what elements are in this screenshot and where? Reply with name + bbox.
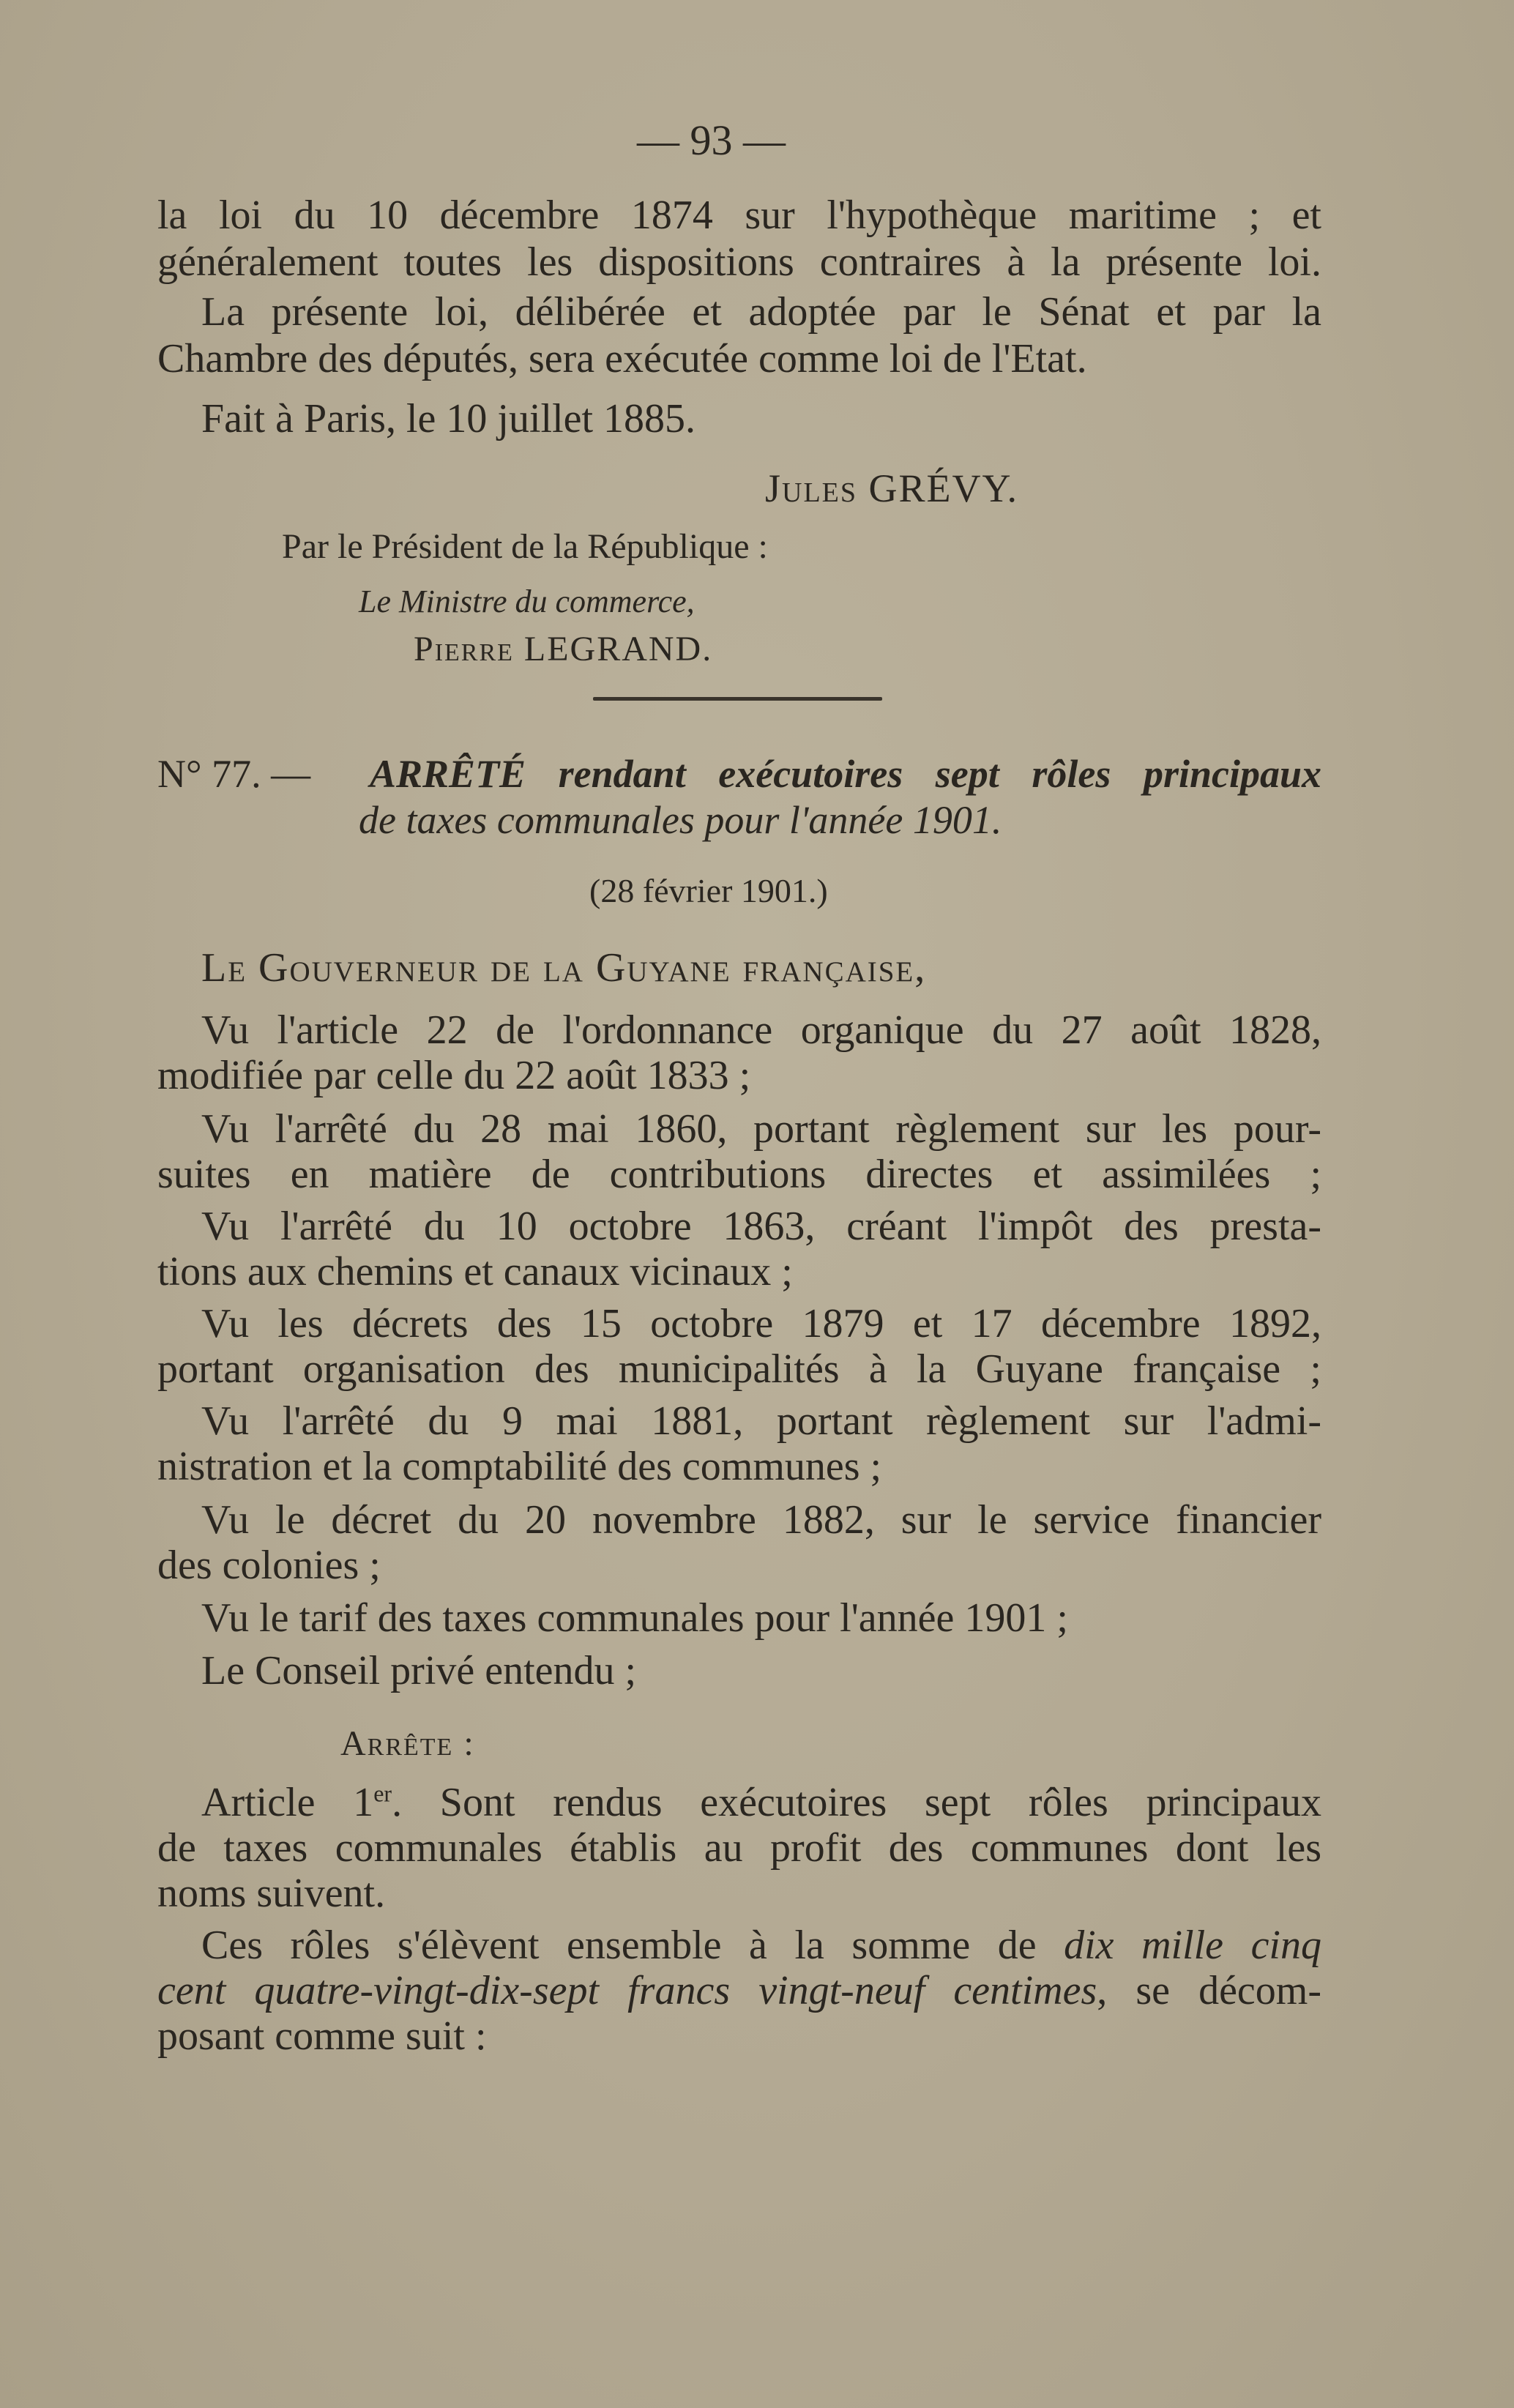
signatory-name: Jules GRÉVY. <box>765 466 1019 510</box>
minister-title: Le Ministre du commerce, <box>359 584 695 619</box>
sum-line: posant comme suit : <box>157 2013 487 2059</box>
decree-date: (28 février 1901.) <box>589 872 828 909</box>
sum-amount: cent quatre-vingt-dix-sept francs vingt-neuf centimes <box>157 1968 1097 2013</box>
text-line: la loi du 10 décembre 1874 sur l'hypothèque maritime ; et <box>157 193 1321 238</box>
visa-line: Vu le tarif des taxes communales pour l'année 1901 ; <box>201 1595 1068 1641</box>
countersign-label: Par le Président de la République : <box>282 527 768 566</box>
text-line: La présente loi, délibérée et adoptée par le Sénat et par la <box>201 289 1321 335</box>
article-superscript: er <box>373 1780 392 1807</box>
visa-line: portant organisation des municipalités à la Guyane française ; <box>157 1346 1321 1392</box>
visa-line: des colonies ; <box>157 1543 381 1588</box>
visa-line: modifiée par celle du 22 août 1833 ; <box>157 1053 751 1098</box>
visa-line: Vu l'article 22 de l'ordonnance organique du 27 août 1828, <box>201 1007 1321 1053</box>
decree-title: ARRÊTÉ rendant exécutoires sept rôles principaux <box>370 752 1321 796</box>
governor-line: Le Gouverneur de la Guyane française, <box>201 945 927 991</box>
decree-number: N° 77. — <box>157 752 311 796</box>
decree-title-continued: de taxes communales pour l'année 1901. <box>359 798 1002 842</box>
page-number: — 93 — <box>637 116 786 164</box>
article-line <box>201 1779 1321 1826</box>
visa-line: Vu les décrets des 15 octobre 1879 et 17 décembre 1892, <box>201 1301 1321 1346</box>
visa-line: Vu l'arrêté du 9 mai 1881, portant règlement sur l'admi- <box>201 1398 1321 1444</box>
date-place: Fait à Paris, le 10 juillet 1885. <box>201 396 696 441</box>
article-text: . Sont rendus exécutoires sept rôles principaux <box>392 1780 1321 1825</box>
visa-line: Vu l'arrêté du 28 mai 1860, portant règlement sur les pour- <box>201 1106 1321 1152</box>
sum-amount: dix mille cinq <box>1064 1923 1321 1968</box>
visa-line: suites en matière de contributions directes et assimilées ; <box>157 1152 1321 1197</box>
article-line: de taxes communales établis au profit des communes dont les <box>157 1825 1321 1871</box>
sum-line <box>157 1967 1321 2014</box>
arrete-heading: Arrête : <box>340 1724 475 1763</box>
sum-text: Ces rôles s'élèvent ensemble à la somme de <box>201 1923 1064 1968</box>
separator-rule <box>593 697 882 701</box>
minister-name: Pierre LEGRAND. <box>414 630 713 668</box>
visa-line: Vu le décret du 20 novembre 1882, sur le service financier <box>201 1497 1321 1543</box>
text-line: Chambre des députés, sera exécutée comme loi de l'Etat. <box>157 336 1087 381</box>
visa-line: tions aux chemins et canaux vicinaux ; <box>157 1249 793 1294</box>
visa-line: Vu l'arrêté du 10 octobre 1863, créant l'impôt des presta- <box>201 1204 1321 1249</box>
article-label: Article 1 <box>201 1780 374 1825</box>
visa-line: nistration et la comptabilité des communes ; <box>157 1444 882 1489</box>
visa-line: Le Conseil privé entendu ; <box>201 1648 637 1693</box>
text-line: généralement toutes les dispositions contraires à la présente loi. <box>157 239 1321 285</box>
article-line: noms suivent. <box>157 1871 386 1916</box>
sum-line <box>201 1922 1321 1969</box>
sum-text: , se décom- <box>1097 1968 1321 2013</box>
